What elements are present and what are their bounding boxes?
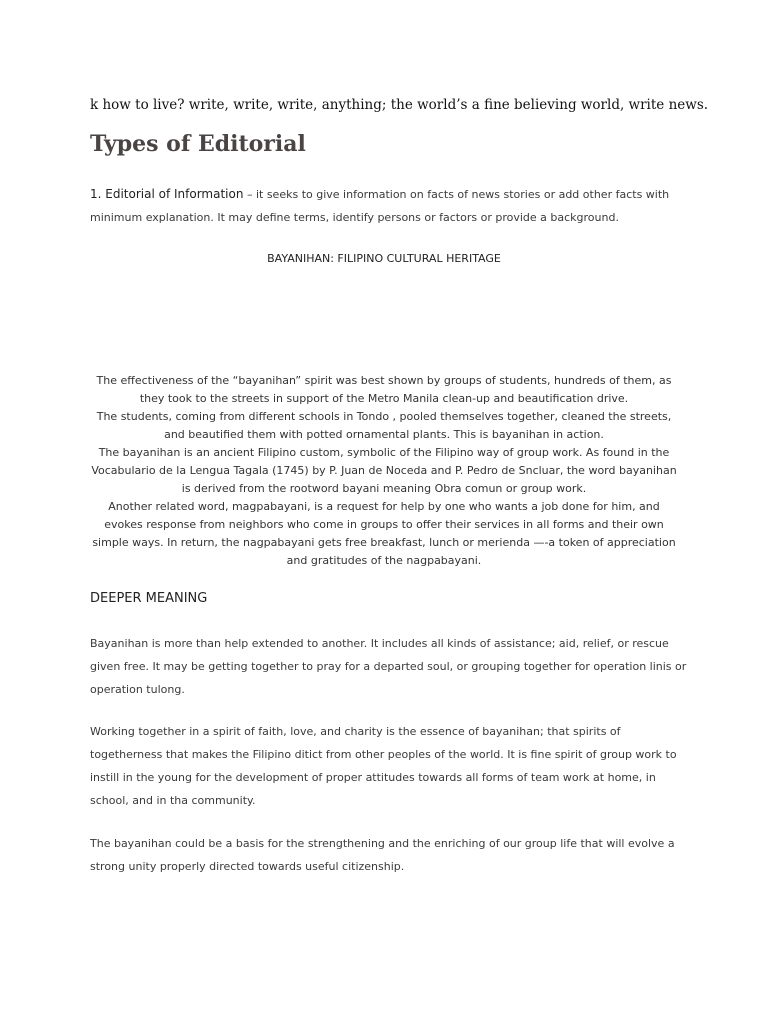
centered-paragraph: The effectiveness of the “bayanihan” spirit was best shown by groups of students, hundreds of them, as they took to the streets in support of the Metro Manila clean-up and beautification drive. xyxy=(96,374,672,405)
deeper-meaning-paragraph: Working together in a spirit of faith, love, and charity is the essence of bayanihan; that spirits of togetherness that makes the Filipino ditict from other peoples of the world. It is fine spirit of group work to instill in the young for the development of proper attitudes towards all forms of team work at home, in school, and in tha community. xyxy=(90,725,677,807)
bayanihan-centered-text xyxy=(90,372,678,570)
editorial-of-information-text: – it seeks to give information on facts of news stories or add other facts with minimum explanation. It may define terms, identify persons or factors or provide a background. xyxy=(90,188,670,224)
deeper-meaning-paragraph: Bayanihan is more than help extended to another. It includes all kinds of assistance; aid, relief, or rescue given free. It may be getting together to pray for a departed soul, or grouping together for operation linis or operation tulong. xyxy=(90,637,687,696)
centered-paragraph: The bayanihan is an ancient Filipino custom, symbolic of the Filipino way of group work. As found in the Vocabulario de la Lengua Tagala (1745) by P. Juan de Noceda and P. Pedro de Sncluar, the word bayanihan is derived from the rootword bayani meaning Obra comun or group work. xyxy=(91,446,677,495)
centered-paragraph: Another related word, magpabayani, is a request for help by one who wants a job done for him, and evokes response from neighbors who come in groups to offer their services in all forms and their own simple ways. In return, the nagpabayani gets free breakfast, lunch or merienda —-a token of appreciation and gratitudes of the nagpabayani. xyxy=(92,500,676,567)
editorial-of-information-label: 1. Editorial of Information xyxy=(90,187,244,201)
deeper-meaning-paragraph: The bayanihan could be a basis for the strengthening and the enriching of our group life that will evolve a strong unity properly directed towards useful citizenship. xyxy=(90,837,675,873)
editorial-of-information-paragraph xyxy=(90,183,690,229)
page-title: Types of Editorial xyxy=(90,131,306,157)
bayanihan-heading: BAYANIHAN: FILIPINO CULTURAL HERITAGE xyxy=(267,252,501,265)
intro-text-line: k how to live? write, write, write, anything; the world’s a fine believing world, write news. xyxy=(90,97,709,113)
deeper-meaning-heading: DEEPER MEANING xyxy=(90,591,208,606)
centered-paragraph: The students, coming from different schools in Tondo , pooled themselves together, cleaned the streets, and beautified them with potted ornamental plants. This is bayanihan in action. xyxy=(96,410,672,441)
